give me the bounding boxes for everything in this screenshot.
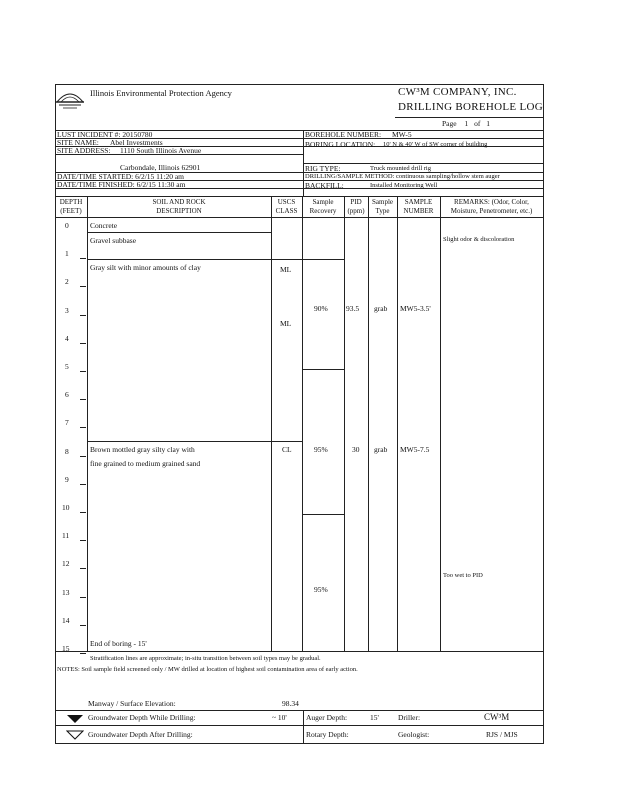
sample1-recovery: 90% — [314, 304, 328, 313]
depth-label: 5 — [65, 362, 69, 371]
date-finished: DATE/TIME FINISHED: 6/2/15 11:30 am — [57, 180, 186, 189]
boring-location: 10' N & 40' W of SW corner of building — [383, 141, 488, 148]
uscs-1: ML — [280, 265, 292, 274]
sample2-number: MW5-7.5 — [400, 445, 430, 454]
sample1-type: grab — [374, 304, 388, 313]
auger-value: 15' — [370, 713, 379, 722]
desc-brown-clay-2: fine grained to medium grained sand — [90, 459, 201, 468]
depth-label: 12 — [62, 559, 70, 569]
desc-concrete: Concrete — [90, 221, 118, 230]
depth-tick — [80, 484, 86, 485]
depth-tick — [80, 258, 86, 259]
rig-type-label: RIG TYPE: — [305, 164, 341, 173]
depth-label: 7 — [65, 418, 69, 428]
depth-label: 15 — [62, 644, 70, 653]
gw-after-label: Groundwater Depth After Drilling: — [88, 730, 193, 739]
log-title: DRILLING BOREHOLE LOG — [398, 101, 544, 113]
desc-end-of-boring: End of boring - 15' — [90, 639, 147, 648]
depth-label: 4 — [65, 333, 69, 343]
depth-label: 13 — [62, 587, 70, 597]
desc-brown-clay-1: Brown mottled gray silty clay with — [90, 445, 195, 454]
depth-tick — [80, 286, 86, 287]
drilling-method: DRILLING/SAMPLE METHOD: continuous sampling/hollow stem auger — [305, 173, 500, 180]
sample2-type: grab — [374, 445, 388, 454]
company-name: CW³M COMPANY, INC. — [398, 86, 517, 98]
depth-tick — [80, 343, 86, 344]
site-name-label: SITE NAME: — [57, 138, 99, 147]
col-recovery: Sample Recovery — [309, 198, 337, 215]
site-address-label: SITE ADDRESS: — [57, 146, 111, 155]
depth-tick — [80, 512, 86, 513]
sample1-pid: 93.5 — [346, 304, 360, 313]
col-depth: DEPTH (FEET) — [59, 198, 83, 215]
sample1-number: MW5-3.5' — [400, 304, 431, 313]
col-remarks: REMARKS: (Odor, Color, Moisture, Penetrometer, etc.) — [450, 198, 533, 215]
depth-tick — [80, 315, 86, 316]
date-started: DATE/TIME STARTED: 6/2/15 11:20 am — [57, 172, 184, 181]
rotary-label: Rotary Depth: — [306, 730, 349, 739]
rig-type: Truck mounted drill rig — [370, 165, 431, 172]
depth-label: 6 — [65, 390, 69, 400]
depth-label: 14 — [62, 615, 70, 625]
depth-tick — [80, 597, 86, 598]
depth-tick — [80, 427, 86, 428]
col-sample-type: Sample Type — [372, 198, 393, 215]
elevation-value: 98.34 — [282, 699, 299, 708]
depth-label: 3 — [65, 305, 69, 315]
site-address-line1: 1110 South Illinois Avenue — [120, 146, 202, 155]
depth-tick — [80, 625, 86, 626]
driller-label: Driller: — [398, 713, 421, 722]
gw-while-value: ~ 10' — [272, 713, 287, 722]
depth-label: 8 — [65, 446, 69, 456]
boring-location-label: BORING LOCATION: — [305, 140, 376, 149]
site-address-line2: Carbondale, Illinois 62901 — [120, 163, 201, 172]
geologist-label: Geologist: — [398, 730, 430, 739]
driller-value: CW³M — [484, 712, 510, 722]
borehole-label: BOREHOLE NUMBER: — [305, 130, 382, 139]
desc-gray-silt: Gray silt with minor amounts of clay — [90, 263, 201, 272]
depth-tick — [80, 653, 86, 654]
site-name-value: Abel Investments — [110, 138, 163, 147]
gw-while-label: Groundwater Depth While Drilling: — [88, 713, 196, 722]
agency-logo — [55, 84, 85, 110]
remark-1: Slight odor & discoloration — [443, 236, 515, 243]
depth-label: 0 — [65, 221, 69, 230]
col-pid: PID (ppm) — [347, 198, 365, 215]
note-stratification: Stratification lines are approximate; in-situ transition between soil types may be gradual. — [90, 655, 321, 662]
col-uscs: USCS CLASS — [275, 198, 298, 215]
depth-tick — [80, 456, 86, 457]
geologist-value: RJS / MJS — [486, 730, 518, 739]
elevation-label: Manway / Surface Elevation: — [88, 699, 176, 708]
uscs-2: ML — [280, 319, 292, 328]
uscs-3: CL — [282, 445, 292, 454]
remark-2: Too wet to PID — [443, 572, 483, 579]
backfill-label: BACKFILL: — [305, 181, 344, 190]
backfill: Installed Monitoring Well — [370, 182, 438, 189]
borehole-number: MW-5 — [392, 130, 412, 139]
depth-label: 10 — [62, 503, 70, 512]
depth-tick — [80, 399, 86, 400]
sample2-pid: 30 — [352, 445, 360, 454]
depth-label: 1 — [65, 249, 69, 259]
col-sample-number: SAMPLE NUMBER — [403, 198, 434, 215]
sample2-recovery: 95% — [314, 445, 328, 454]
desc-gravel: Gravel subbase — [90, 236, 137, 245]
depth-tick — [80, 540, 86, 541]
page-label: Page 1 of 1 — [442, 119, 490, 128]
lust-incident: LUST INCIDENT #: 20150780 — [57, 130, 153, 139]
sample3-recovery: 95% — [314, 585, 328, 594]
note-main: NOTES: Soil sample field screened only / MW drilled at location of highest soil contamination area of early action. — [57, 666, 358, 673]
depth-label: 11 — [62, 531, 70, 541]
depth-label: 2 — [65, 277, 69, 287]
depth-tick — [80, 371, 86, 372]
auger-label: Auger Depth: — [306, 713, 348, 722]
agency-name: Illinois Environmental Protection Agency — [90, 88, 232, 98]
depth-tick — [80, 568, 86, 569]
col-soil: SOIL AND ROCK DESCRIPTION — [152, 198, 206, 215]
depth-label: 9 — [65, 474, 69, 484]
